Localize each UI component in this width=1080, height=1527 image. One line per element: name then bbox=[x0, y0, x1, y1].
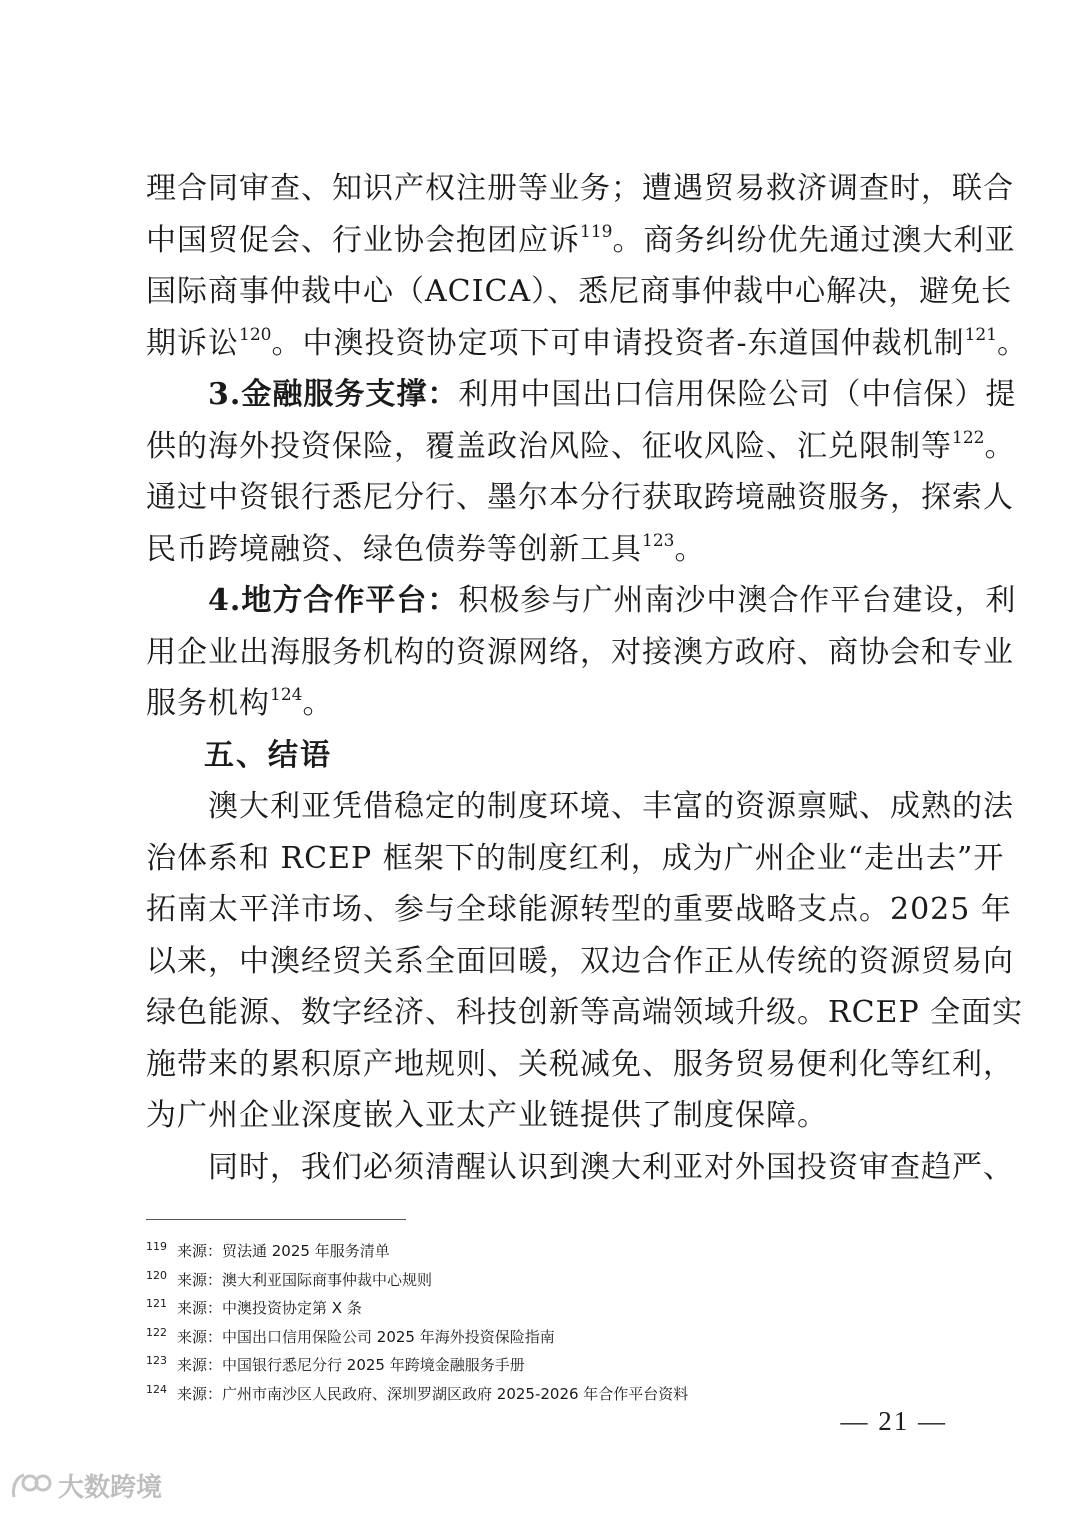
text-line: 拓南太平洋市场、参与全球能源转型的重要战略支点。2025 年 bbox=[146, 892, 1012, 927]
body-text bbox=[146, 163, 1029, 1193]
text-line: 以来，中澳经贸关系全面回暖，双边合作正从传统的资源贸易向 bbox=[146, 943, 1014, 979]
text-line: 绿色能源、数字经济、科技创新等高端领域升级。RCEP 全面实 bbox=[146, 995, 1024, 1030]
footnote-ref[interactable]: 119 bbox=[580, 221, 613, 242]
text-line: 国际商事仲裁中心（ACICA）、悉尼商事仲裁中心解决，避免长 bbox=[146, 274, 1013, 309]
text-line: 民币跨境融资、绿色债券等创新工具$^{123}$。 bbox=[146, 530, 706, 567]
text-line: 施带来的累积原产地规则、关税减免、服务贸易便利化等红利， bbox=[146, 1046, 1014, 1082]
footnote-divider bbox=[146, 1219, 406, 1220]
section-heading: 五、结语 bbox=[204, 737, 332, 773]
text-line: 中国贸促会、行业协会抱团应诉$^{119}$。商务纠纷优先通过澳大利亚 bbox=[146, 221, 1016, 258]
footnote: $^{122}$ 来源：中国出口信用保险公司 2025 年海外投资保险指南 bbox=[146, 1325, 555, 1346]
footnote: $^{123}$ 来源：中国银行悉尼分行 2025 年跨境金融服务手册 bbox=[146, 1354, 525, 1374]
footnote: $^{124}$ 来源：广州市南沙区人民政府、深圳罗湖区政府 2025-2026 年合作平台资料 bbox=[146, 1382, 689, 1403]
text-line: 为广州企业深度嵌入亚太产业链提供了制度保障。 bbox=[146, 1098, 828, 1133]
footnote-ref[interactable]: 123 bbox=[642, 530, 675, 551]
footnote: $^{121}$ 来源：中澳投资协定第 X 条 bbox=[146, 1297, 362, 1317]
text-line: 服务机构$^{124}$。 bbox=[146, 685, 334, 721]
text-line: 用企业出海服务机构的资源网络，对接澳方政府、商协会和专业 bbox=[146, 634, 1014, 670]
text-line: 理合同审查、知识产权注册等业务；遭遇贸易救济调查时，联合 bbox=[146, 171, 1014, 206]
text-line: 供的海外投资保险，覆盖政治风险、征收风险、汇兑限制等$^{122}$。 bbox=[146, 427, 1016, 464]
paragraph-financial-services: 3.金融服务支撑：利用中国出口信用保险公司（中信保）提 bbox=[208, 377, 1017, 412]
watermark-text: 大数跨境 bbox=[58, 1473, 163, 1503]
paragraph-label: 3.金融服务支撑： bbox=[208, 377, 459, 412]
paragraph-local-cooperation: 4.地方合作平台：积极参与广州南沙中澳合作平台建设，利 bbox=[208, 583, 1017, 618]
footnotes bbox=[146, 1233, 926, 1404]
footnote-ref[interactable]: 122 bbox=[952, 427, 985, 448]
text-line: 期诉讼$^{120}$。中澳投资协定项下可申请投资者-东道国仲裁机制$^{121}$。 bbox=[146, 324, 1029, 361]
text-line: 同时，我们必须清醒认识到澳大利亚对外国投资审查趋严、 bbox=[208, 1149, 1014, 1185]
footnote-ref[interactable]: 124 bbox=[270, 685, 303, 705]
watermark-logo-icon bbox=[10, 1471, 54, 1501]
footnote-ref[interactable]: 121 bbox=[964, 324, 998, 345]
footnote: $^{120}$ 来源：澳大利亚国际商事仲裁中心规则 bbox=[146, 1268, 433, 1289]
footnote: $^{119}$ 来源：贸法通 2025 年服务清单 bbox=[146, 1240, 390, 1260]
paragraph-label: 4.地方合作平台： bbox=[208, 583, 459, 618]
page-number: — 21 — bbox=[840, 1406, 947, 1436]
watermark bbox=[10, 1467, 162, 1504]
text-line: 通过中资银行悉尼分行、墨尔本分行获取跨境融资服务，探索人 bbox=[146, 480, 1014, 515]
text-line: 澳大利亚凭借稳定的制度环境、丰富的资源禀赋、成熟的法 bbox=[208, 789, 1014, 824]
footnote-ref[interactable]: 120 bbox=[239, 324, 272, 345]
text-line: 治体系和 RCEP 框架下的制度红利，成为广州企业“走出去”开 bbox=[146, 840, 1005, 876]
